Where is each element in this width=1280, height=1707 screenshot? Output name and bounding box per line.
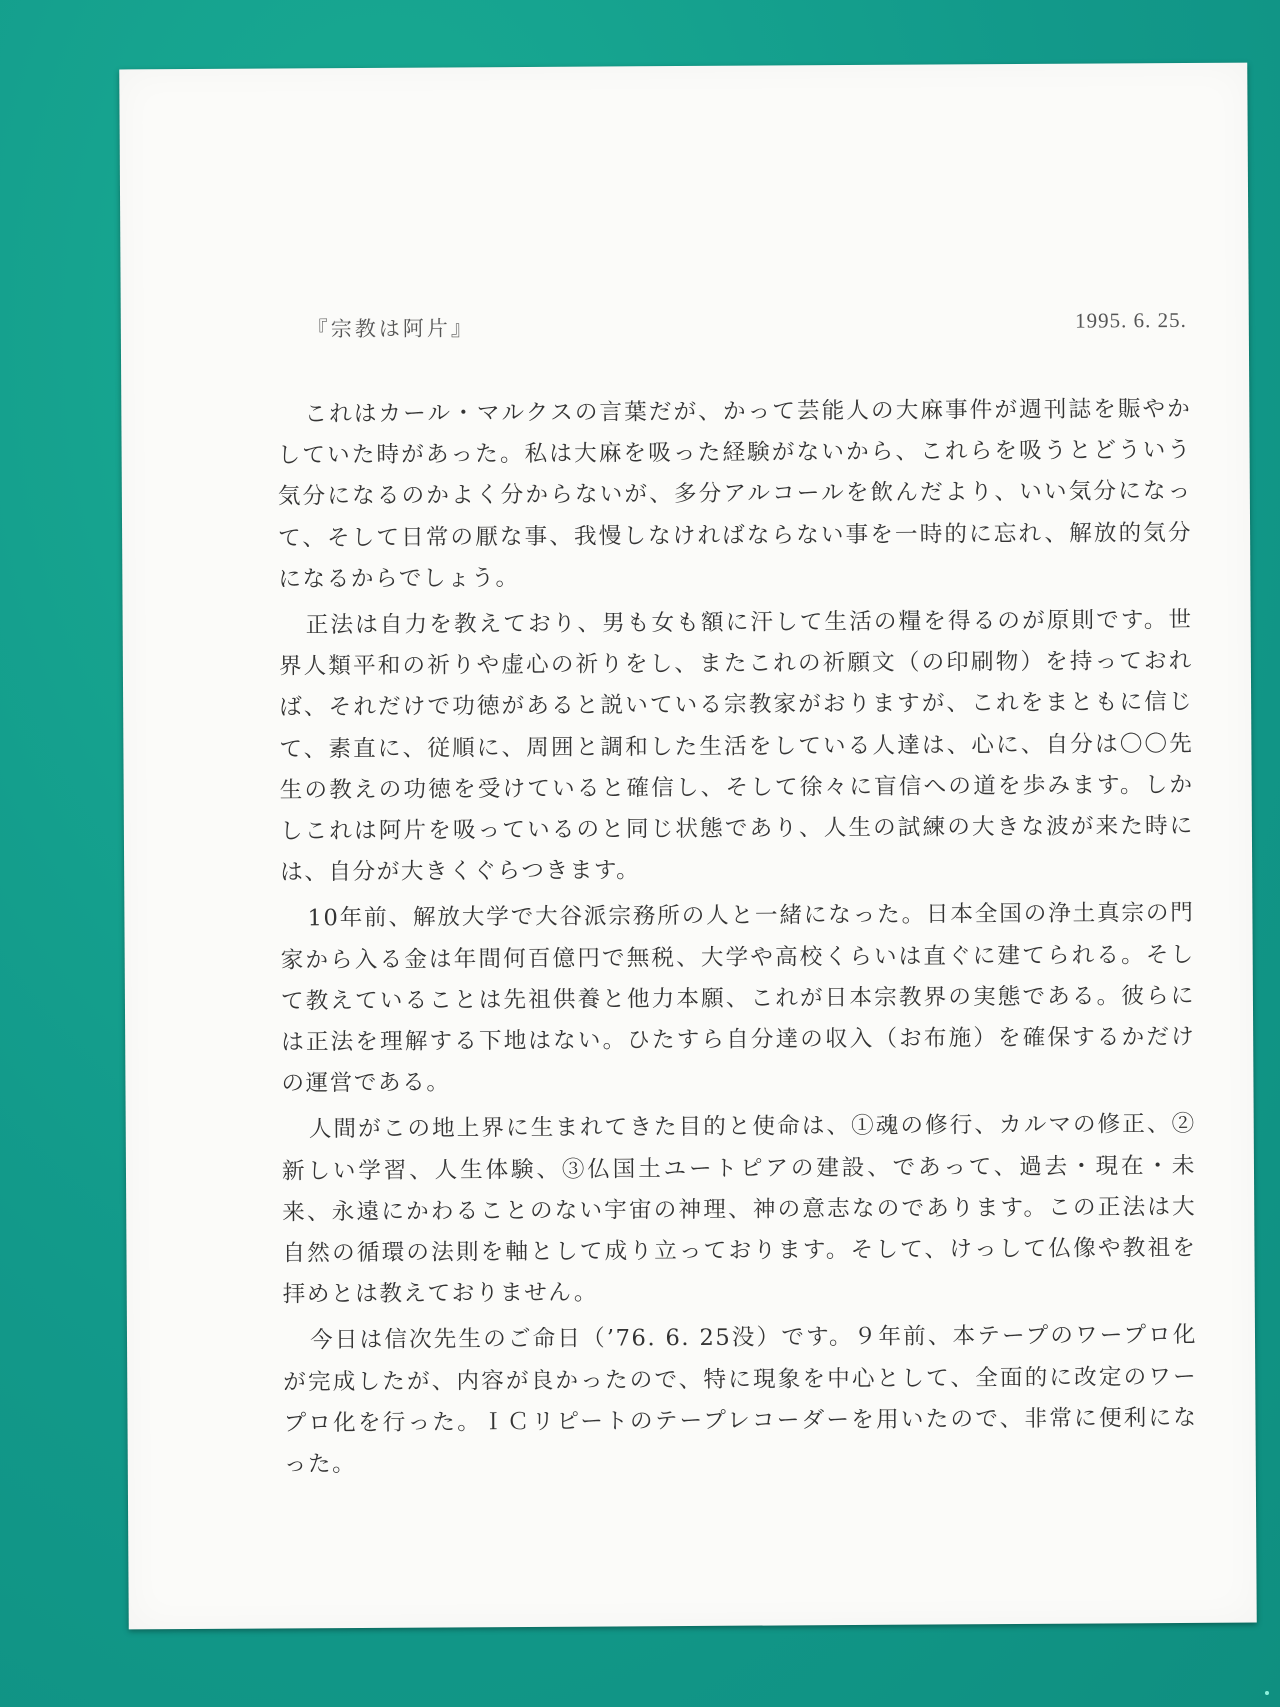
paragraph-4: 人間がこの地上界に生まれてきた目的と使命は、①魂の修行、カルマの修正、②新しい学習、人生体験、③仏国土ユートピアの建設、であって、過去・現在・未来、永遠にかわることのない宇宙の神理、神の意志なのであります。この正法は大自然の循環の法則を軸として成り立っております。そして、けっして仏像や教祖を拝めとは教えておりません。 — [281, 1111, 1197, 1308]
background-speck — [1265, 1691, 1269, 1695]
document-page — [119, 63, 1257, 1630]
paragraph-3: 10年前、解放大学で大谷派宗務所の人と一緒になった。日本全国の浄土真宗の門家から入る金は年間何百億円で無税、大学や高校くらいは直ぐに建てられる。そして教えていることは先祖供養と他力本願、これが日本宗教界の実態である。彼らには正法を理解する下地はない。ひたすら自分達の収入（お布施）を確保するかだけの運営である。 — [280, 900, 1196, 1097]
document-date: 1995. 6. 25. — [1074, 307, 1187, 333]
document-body — [277, 389, 1198, 1491]
paragraph-1: これはカール・マルクスの言葉だが、かって芸能人の大麻事件が週刊誌を賑やかしていた時があった。私は大麻を吸った経験がないから、これらを吸うとどういう気分になるのかよく分からないが、多分アルコールを飲んだより、いい気分になって、そして日常の厭な事、我慢しなければならない事を一時的に忘れ、解放的気分になるからでしょう。 — [277, 395, 1193, 593]
paragraph-5: 今日は信次先生のご命日（’76. 6. 25没）です。９年前、本テープのワープロ化が完成したが、内容が良かったので、特に現象を中心として、全面的に改定のワープロ化を行った。ＩＣリピートのテープレコーダーを用いたので、非常に便利になった。 — [283, 1322, 1198, 1478]
paragraph-2: 正法は自力を教えており、男も女も額に汗して生活の糧を得るのが原則です。世界人類平和の祈りや虚心の祈りをし、またこれの祈願文（の印刷物）を持っておれば、それだけで功徳があると説いている宗教家がおりますが、これをまともに信じて、素直に、従順に、周囲と調和した生活をしている人達は、心に、自分は〇〇先生の教えの功徳を受けていると確信し、そして徐々に盲信への道を歩みます。しかしこれは阿片を吸っているのと同じ状態であり、人生の試練の大きな波が来た時には、自分が大きくぐらつきます。 — [278, 606, 1194, 886]
document-header — [307, 308, 1187, 353]
document-title: 『宗教は阿片』 — [306, 316, 475, 342]
